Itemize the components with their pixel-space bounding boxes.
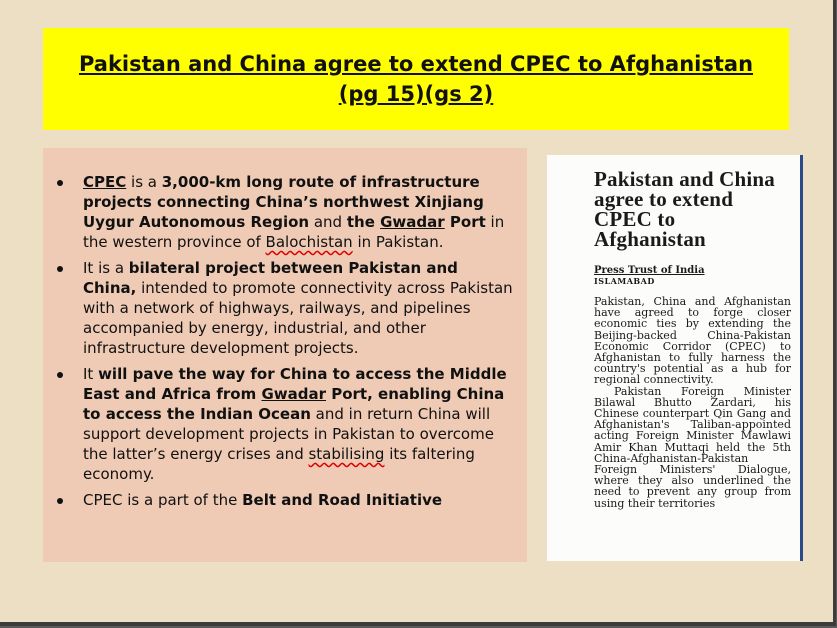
newspaper-clipping [547, 155, 803, 561]
text-run: in the western province of [83, 213, 505, 251]
clipping-byline: Press Trust of India [594, 265, 705, 276]
slide-title: Pakistan and China agree to extend CPEC to Afghanistan [78, 52, 754, 76]
text-run: Balochistan [265, 233, 353, 251]
page-reference: (pg 15)(gs 2) [338, 82, 494, 106]
bullet-list [57, 172, 513, 510]
text-run: It [83, 365, 99, 383]
bullet-panel [43, 148, 527, 562]
clipping-paragraph: Pakistan, China and Afghanistan have agreed to forge closer economic ties by extending the Beijing-backed China-Pakistan Economic Corridor (CPEC) to Afghanistan to fully harness the country's potential as a hub for regional connectivity. [594, 295, 791, 387]
text-run: stabilising [308, 445, 385, 463]
text-run: CPEC is a part of the [83, 491, 243, 509]
bullet-item-cpec-route [57, 172, 513, 252]
text-run: bilateral project between Pakistan and China, [83, 259, 458, 297]
bullet-item-bri [57, 490, 513, 510]
text-run: the [346, 213, 381, 231]
text-run: intended to promote connectivity across Pakistan with a network of highways, railways, and pipelines accompanied by energy, industrial, and other infrastructure development projects. [83, 279, 513, 357]
clipping-edge [800, 155, 803, 561]
text-run: Gwadar [380, 213, 445, 231]
text-run: Port, enabling China to access the Indian Ocean [83, 385, 505, 423]
bullet-item-access [57, 364, 513, 484]
text-run: Belt and Road Initiative [242, 491, 443, 509]
text-run: Port [444, 213, 486, 231]
text-run: and in return China will support development projects in Pakistan to overcome the latter’s energy crises and [83, 405, 494, 463]
text-run: and [309, 213, 347, 231]
clipping-dateline: ISLAMABAD [594, 276, 655, 286]
text-run: It is a [83, 259, 129, 277]
text-run: its faltering economy. [83, 445, 475, 483]
bullet-dot-icon [57, 372, 63, 378]
text-run: 3,000-km long route of infrastructure projects connecting China’s northwest Xinjiang Uygur Autonomous Region [83, 173, 484, 231]
bullet-dot-icon [57, 180, 63, 186]
title-banner [43, 28, 789, 130]
text-run: will pave the way for China to access the Middle East and Africa from [83, 365, 507, 403]
clipping-paragraph: Pakistan Foreign Minister Bilawal Bhutto Zardari, his Chinese counterpart Qin Gang and Afghanistan's Taliban-appointed acting Foreign Minister Mawlawi Amir Khan Muttaqi held the 5th China-Afghanistan-Pakistan Foreign Ministers' Dialogue, where they also underlined the need to prevent any group from using their territories [594, 384, 791, 510]
text-run: Gwadar [261, 385, 327, 403]
clipping-headline: Pakistan and China agree to extend CPEC to Afghanistan [594, 167, 776, 251]
bullet-dot-icon [57, 266, 63, 272]
bullet-item-bilateral [57, 258, 513, 358]
bullet-dot-icon [57, 498, 63, 504]
text-run: is a [126, 173, 162, 191]
text-run: CPEC [83, 173, 127, 191]
text-run: in Pakistan. [352, 233, 444, 251]
